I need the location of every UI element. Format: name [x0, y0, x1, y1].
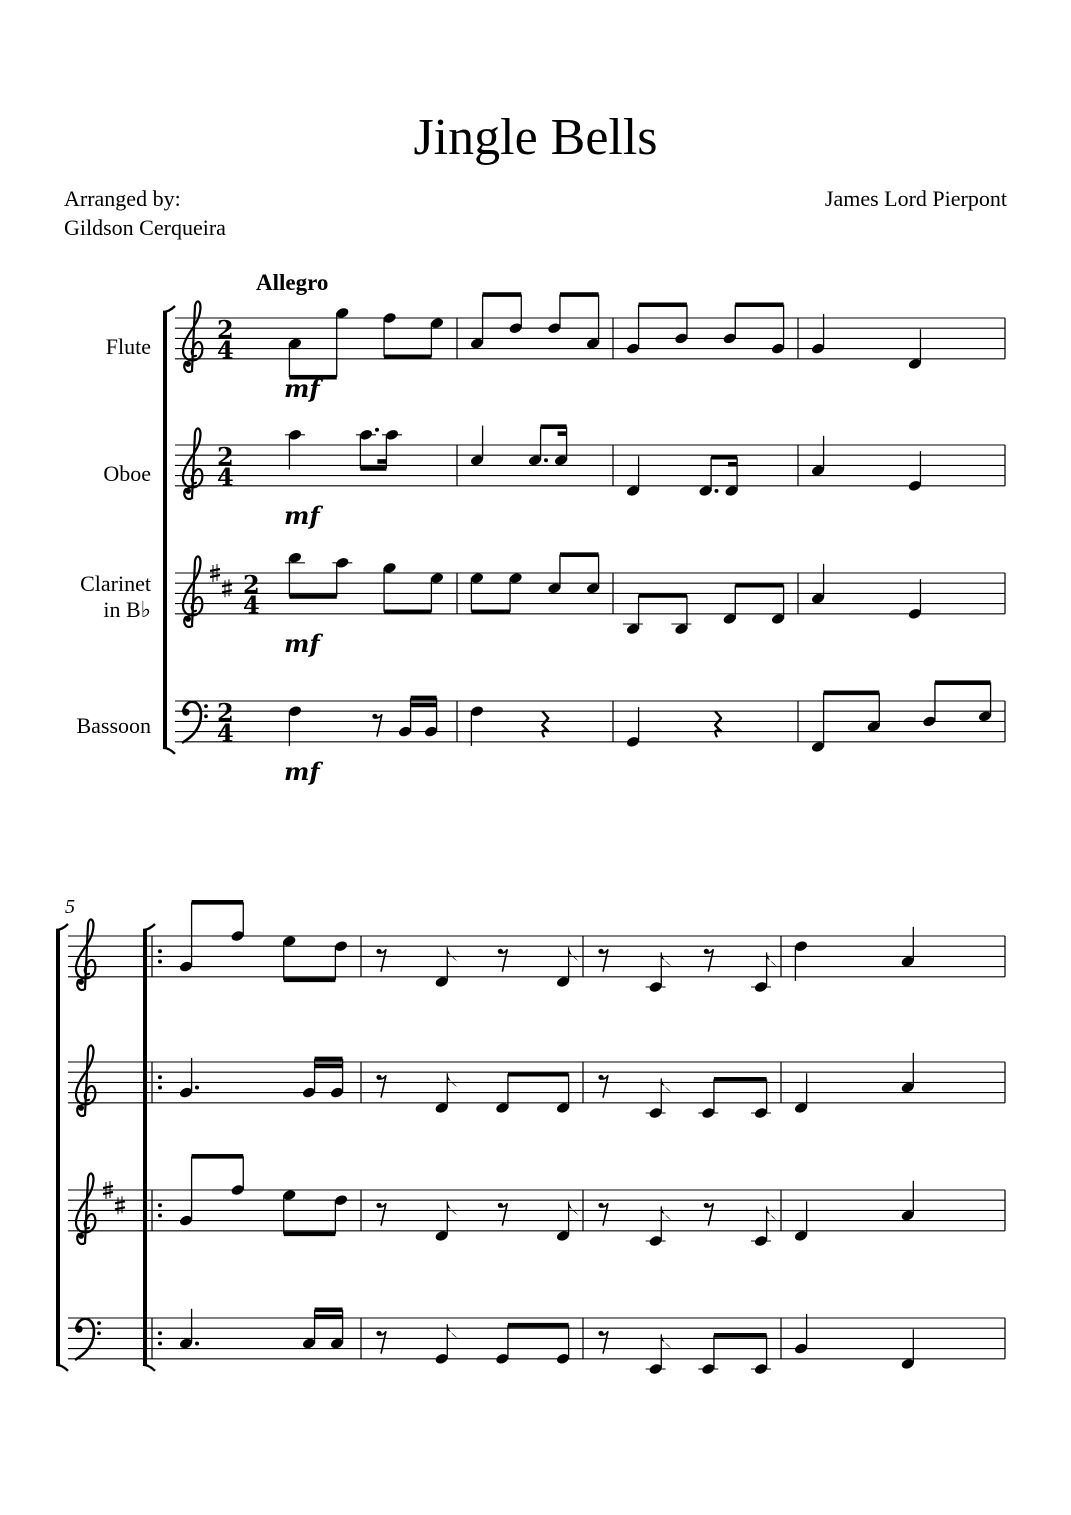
eighth-rest-icon [600, 1203, 608, 1225]
arranger-label: Arranged by: [64, 186, 181, 211]
bass-clef-dot [204, 704, 208, 708]
repeat-dot [158, 1214, 162, 1218]
time-signature-numerator: 2 [217, 441, 234, 471]
bass-clef-head [182, 709, 189, 716]
eighth-rest-icon [600, 1331, 608, 1353]
repeat-bracket [143, 924, 155, 930]
bass-clef-dot [97, 1321, 101, 1325]
eighth-rest-icon [378, 949, 386, 971]
eighth-rest-icon [378, 1331, 386, 1353]
bass-clef-icon [75, 1319, 94, 1360]
treble-clef-dot [185, 488, 191, 494]
repeat-dot [158, 1075, 162, 1079]
sharp-icon [222, 584, 232, 586]
eighth-rest-icon [378, 1203, 386, 1225]
dynamic-marking: mf [284, 628, 320, 658]
repeat-dot [158, 1086, 162, 1090]
sharp-icon [115, 1201, 125, 1203]
sharp-icon [222, 590, 232, 592]
system-bracket [56, 924, 68, 930]
sharp-icon [210, 569, 220, 571]
bass-clef-icon [182, 702, 201, 743]
treble-clef-dot [185, 361, 191, 367]
eighth-rest-icon [499, 1203, 507, 1225]
augmentation-dot [195, 1086, 199, 1090]
quarter-rest-icon [542, 711, 548, 737]
system-bracket [56, 1365, 68, 1371]
time-signature-denominator: 4 [243, 590, 260, 620]
note-flag [447, 1073, 457, 1087]
treble-clef-icon [76, 1045, 95, 1116]
treble-clef-dot [78, 1105, 84, 1111]
augmentation-dot [375, 428, 379, 432]
note-flag [569, 947, 579, 961]
note-flag [661, 1078, 671, 1092]
treble-clef-icon [183, 428, 202, 499]
eighth-rest-icon [705, 949, 713, 971]
augmentation-dot [544, 458, 548, 462]
repeat-bracket [143, 1365, 155, 1371]
sharp-icon [103, 1192, 113, 1194]
augmentation-dot [195, 1342, 199, 1346]
system-bracket [163, 748, 175, 754]
eighth-rest-icon [374, 714, 382, 736]
bass-clef-head [75, 1326, 82, 1333]
note-flag [447, 1201, 457, 1215]
measure-number: 5 [65, 896, 75, 918]
bass-clef-dot [97, 1331, 101, 1335]
eighth-rest-icon [705, 1203, 713, 1225]
note-flag [447, 1324, 457, 1338]
treble-clef-dot [78, 1233, 84, 1239]
system-bracket [163, 306, 175, 312]
instrument-label-flute: Flute [105, 334, 151, 359]
bass-clef-dot [204, 714, 208, 718]
instrument-label-clarinet: Clarinet in B♭ [80, 571, 151, 622]
dynamic-marking: mf [284, 756, 320, 786]
sharp-icon [210, 575, 220, 577]
quarter-rest-icon [715, 711, 721, 737]
augmentation-dot [715, 489, 719, 493]
repeat-dot [158, 1342, 162, 1346]
score-title: Jingle Bells [413, 109, 658, 166]
eighth-rest-icon [499, 949, 507, 971]
arranger-name: Gildson Cerqueira [64, 215, 226, 240]
eighth-rest-icon [600, 949, 608, 971]
sharp-icon [103, 1186, 113, 1188]
note-flag [569, 1201, 579, 1215]
note-flag [661, 1206, 671, 1220]
tempo-marking: Allegro [256, 270, 329, 295]
note-flag [661, 952, 671, 966]
time-signature-denominator: 4 [217, 462, 234, 492]
time-signature-numerator: 2 [243, 569, 260, 599]
note-flag [447, 947, 457, 961]
time-signature-numerator: 2 [217, 314, 234, 344]
instrument-label-oboe: Oboe [103, 461, 151, 486]
dynamic-marking: mf [284, 373, 320, 403]
treble-clef-dot [185, 616, 191, 622]
repeat-dot [158, 960, 162, 964]
treble-clef-icon [183, 301, 202, 372]
eighth-rest-icon [600, 1075, 608, 1097]
treble-clef-icon [76, 919, 95, 990]
time-signature-denominator: 4 [217, 718, 234, 748]
repeat-dot [158, 949, 162, 953]
note-flag [767, 1206, 777, 1220]
note-flag [767, 952, 777, 966]
treble-clef-dot [78, 979, 84, 985]
time-signature-denominator: 4 [217, 335, 234, 365]
time-signature-numerator: 2 [217, 697, 234, 727]
treble-clef-icon [183, 556, 202, 627]
repeat-dot [158, 1203, 162, 1207]
note-flag [661, 1334, 671, 1348]
treble-clef-icon [76, 1173, 95, 1244]
repeat-dot [158, 1331, 162, 1335]
composer-credit: James Lord Pierpont [824, 186, 1007, 211]
sharp-icon [115, 1207, 125, 1209]
instrument-label-bassoon: Bassoon [76, 713, 151, 738]
eighth-rest-icon [378, 1075, 386, 1097]
dynamic-marking: mf [284, 500, 320, 530]
